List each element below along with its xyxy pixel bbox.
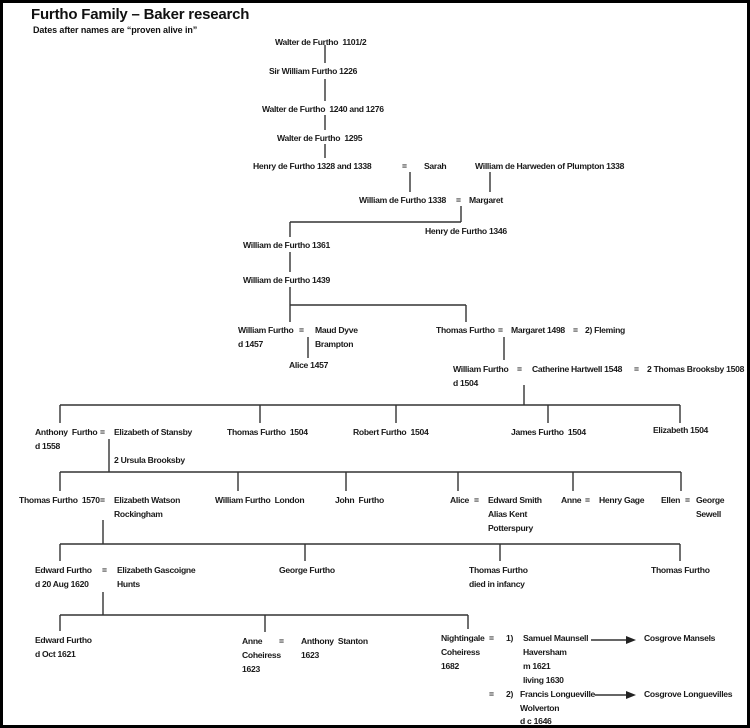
connector-william-1504-children bbox=[60, 385, 680, 423]
node-thomas-furtho-infant-note: died in infancy bbox=[469, 579, 525, 589]
marriage-equals: = bbox=[489, 633, 494, 643]
node-anthony-furtho-death: d 1558 bbox=[35, 441, 60, 451]
marriage-equals: = bbox=[100, 427, 105, 437]
node-nightingale-l3: 1682 bbox=[441, 661, 459, 671]
node-william-furtho-d1457-death: d 1457 bbox=[238, 339, 263, 349]
marriage-equals: = bbox=[102, 565, 107, 575]
node-william-furtho-d1457: William Furtho bbox=[238, 325, 294, 335]
node-maud-dyve: Maud Dyve bbox=[315, 325, 358, 335]
node-william-de-furtho-1361: William de Furtho 1361 bbox=[243, 240, 330, 250]
node-catherine-hartwell: Catherine Hartwell 1548 bbox=[532, 364, 623, 374]
node-robert-furtho-1504: Robert Furtho 1504 bbox=[353, 427, 429, 437]
node-anthony-stanton-l2: 1623 bbox=[301, 650, 319, 660]
marriage-equals: = bbox=[299, 325, 304, 335]
node-thomas-brooksby: 2 Thomas Brooksby 1508 bbox=[647, 364, 745, 374]
node-edward-furtho-1620: Edward Furtho bbox=[35, 565, 92, 575]
node-edward-furtho-1620-death: d 20 Aug 1620 bbox=[35, 579, 89, 589]
node-cosgrove-longuevilles: Cosgrove Longuevilles bbox=[644, 689, 733, 699]
node-sir-william-furtho-1226: Sir William Furtho 1226 bbox=[269, 66, 358, 76]
node-edward-smith-alias: Alias Kent bbox=[488, 509, 528, 519]
node-elizabeth-gascoigne: Elizabeth Gascoigne bbox=[117, 565, 196, 575]
node-thomas-furtho-1504: Thomas Furtho 1504 bbox=[227, 427, 308, 437]
marriage-equals: = bbox=[489, 689, 494, 699]
node-samuel-maunsell-l2: Haversham bbox=[523, 647, 567, 657]
marriage-equals: = bbox=[585, 495, 590, 505]
node-margaret: Margaret bbox=[469, 195, 503, 205]
marriage-equals: = bbox=[474, 495, 479, 505]
node-anne-coheiress: Anne bbox=[242, 636, 263, 646]
node-sarah: Sarah bbox=[424, 161, 447, 171]
node-fleming: 2) Fleming bbox=[585, 325, 625, 335]
node-henry-de-furtho-1346: Henry de Furtho 1346 bbox=[425, 226, 507, 236]
arrow-to-cosgrove-mansels bbox=[591, 636, 636, 644]
node-william-de-furtho-1338: William de Furtho 1338 bbox=[359, 195, 446, 205]
node-william-furtho-london: William Furtho London bbox=[215, 495, 305, 505]
node-elizabeth-watson: Elizabeth Watson bbox=[114, 495, 181, 505]
node-william-de-furtho-1439: William de Furtho 1439 bbox=[243, 275, 330, 285]
node-thomas-furtho: Thomas Furtho bbox=[436, 325, 495, 335]
node-anthony-stanton: Anthony Stanton bbox=[301, 636, 368, 646]
marriage-equals: = bbox=[402, 161, 407, 171]
node-elizabeth-gascoigne-place: Hunts bbox=[117, 579, 140, 589]
node-anne-coheiress-l2: Coheiress bbox=[242, 650, 281, 660]
node-william-furtho-d1504: William Furtho bbox=[453, 364, 509, 374]
node-george-furtho: George Furtho bbox=[279, 565, 335, 575]
marriage-equals: = bbox=[279, 636, 284, 646]
node-samuel-maunsell-l3: m 1621 bbox=[523, 661, 551, 671]
node-elizabeth-of-stansby: Elizabeth of Stansby bbox=[114, 427, 193, 437]
marriage-equals: = bbox=[517, 364, 522, 374]
arrow-to-cosgrove-longuevilles bbox=[595, 691, 636, 699]
node-elizabeth-watson-place: Rockingham bbox=[114, 509, 163, 519]
node-ursula-brooksby: 2 Ursula Brooksby bbox=[114, 455, 185, 465]
node-edward-furtho-1621: Edward Furtho bbox=[35, 635, 92, 645]
marriage-equals: = bbox=[634, 364, 639, 374]
node-anne: Anne bbox=[561, 495, 582, 505]
node-edward-furtho-1621-death: d Oct 1621 bbox=[35, 649, 76, 659]
node-anne-coheiress-l3: 1623 bbox=[242, 664, 260, 674]
node-nightingale-l2: Coheiress bbox=[441, 647, 480, 657]
node-george-sewell: George bbox=[696, 495, 725, 505]
marriage-equals: = bbox=[685, 495, 690, 505]
node-francis-longueville-l2: Wolverton bbox=[520, 703, 560, 713]
node-thomas-furtho-1570: Thomas Furtho 1570 bbox=[19, 495, 100, 505]
node-elizabeth-1504: Elizabeth 1504 bbox=[653, 425, 709, 435]
node-james-furtho-1504: James Furtho 1504 bbox=[511, 427, 586, 437]
node-edward-smith-place: Potterspury bbox=[488, 523, 533, 533]
node-william-furtho-d1504-death: d 1504 bbox=[453, 378, 478, 388]
node-francis-longueville-l3: d c 1646 bbox=[520, 716, 552, 726]
node-maunsell-prefix: 1) bbox=[506, 633, 514, 643]
node-samuel-maunsell: Samuel Maunsell bbox=[523, 633, 589, 643]
marriage-equals: = bbox=[456, 195, 461, 205]
node-anthony-furtho: Anthony Furtho bbox=[35, 427, 98, 437]
node-walter-de-furtho-1101: Walter de Furtho 1101/2 bbox=[275, 37, 367, 47]
connector-thomas-1570-children bbox=[60, 520, 680, 561]
node-george-sewell-l2: Sewell bbox=[696, 509, 721, 519]
node-margaret-1498: Margaret 1498 bbox=[511, 325, 565, 335]
connector-edward-1620-children bbox=[60, 592, 468, 632]
node-longueville-prefix: 2) bbox=[506, 689, 514, 699]
node-thomas-furtho-2: Thomas Furtho bbox=[651, 565, 710, 575]
node-walter-de-furtho-1295: Walter de Furtho 1295 bbox=[277, 133, 363, 143]
node-thomas-furtho-infant: Thomas Furtho bbox=[469, 565, 528, 575]
node-maud-dyve-place: Brampton bbox=[315, 339, 354, 349]
node-alice: Alice bbox=[450, 495, 470, 505]
node-samuel-maunsell-l4: living 1630 bbox=[523, 675, 564, 685]
node-henry-gage: Henry Gage bbox=[599, 495, 645, 505]
node-nightingale: Nightingale bbox=[441, 633, 485, 643]
node-alice-1457: Alice 1457 bbox=[289, 360, 329, 370]
page-subtitle: Dates after names are “proven alive in” bbox=[33, 25, 198, 35]
node-cosgrove-mansels: Cosgrove Mansels bbox=[644, 633, 716, 643]
marriage-equals: = bbox=[498, 325, 503, 335]
node-edward-smith: Edward Smith bbox=[488, 495, 542, 505]
page-title: Furtho Family – Baker research bbox=[31, 6, 250, 23]
node-walter-de-furtho-1240: Walter de Furtho 1240 and 1276 bbox=[262, 104, 384, 114]
node-francis-longueville: Francis Longueville bbox=[520, 689, 596, 699]
marriage-equals: = bbox=[100, 495, 105, 505]
node-william-de-harweden: William de Harweden of Plumpton 1338 bbox=[475, 161, 625, 171]
node-john-furtho: John Furtho bbox=[335, 495, 384, 505]
connector-william-1361-1439 bbox=[290, 252, 466, 322]
node-ellen: Ellen bbox=[661, 495, 681, 505]
marriage-equals: = bbox=[573, 325, 578, 335]
node-henry-de-furtho-1328: Henry de Furtho 1328 and 1338 bbox=[253, 161, 372, 171]
connector-anthony-children bbox=[60, 439, 681, 491]
